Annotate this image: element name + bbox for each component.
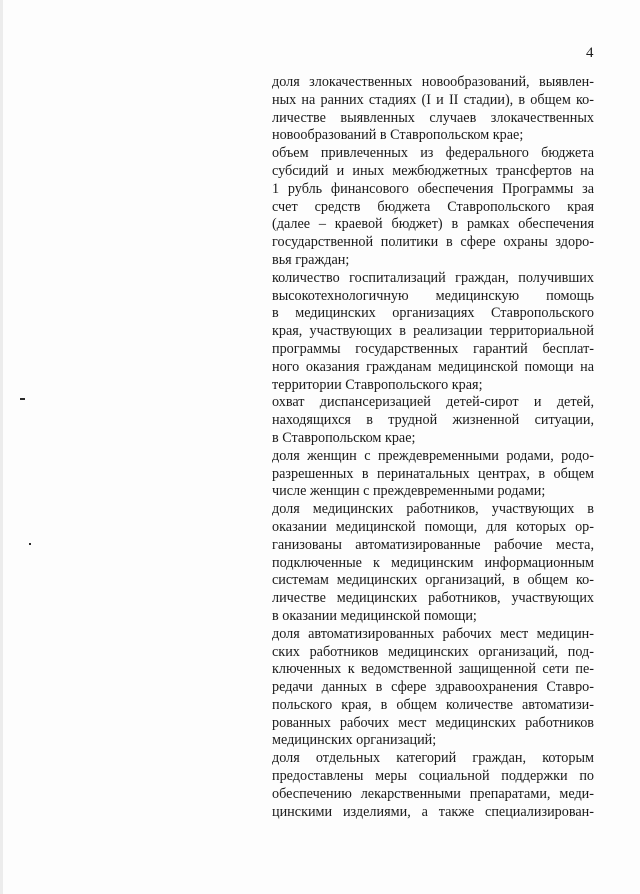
scan-mark xyxy=(29,543,31,545)
text-line: количество госпитализаций граждан, получивших xyxy=(272,269,594,286)
text-line: системам медицинских организаций, в общем ко- xyxy=(272,572,594,589)
text-line: новообразований в Ставропольском крае; xyxy=(272,127,524,144)
text-line: ганизованы автоматизированные рабочие места, xyxy=(272,536,594,553)
text-line: числе женщин с преждевременными родами; xyxy=(272,483,546,500)
text-line: в медицинских организациях Ставропольского xyxy=(272,305,594,322)
text-line: оказании медицинской помощи, для которых ор- xyxy=(272,518,594,535)
text-line: субсидий и иных межбюджетных трансфертов на xyxy=(272,162,594,179)
text-line: личестве медицинских работников, участвующих xyxy=(272,590,594,607)
text-line: доля отдельных категорий граждан, которым xyxy=(272,750,594,767)
text-line: доля злокачественных новообразований, выявлен- xyxy=(272,74,594,90)
text-line: редачи данных в сфере здравоохранения Ставро- xyxy=(272,679,594,696)
text-line: обеспечению лекарственными препаратами, меди- xyxy=(272,785,594,802)
text-line: доля медицинских работников, участвующих в xyxy=(272,501,594,518)
text-line: государственной политики в сфере охраны здоро- xyxy=(272,234,594,251)
text-line: вья граждан; xyxy=(272,251,350,268)
text-line: находящихся в трудной жизненной ситуации, xyxy=(272,412,594,429)
text-line: в Ставропольском крае; xyxy=(272,429,416,446)
text-line: края, участвующих в реализации территориальной xyxy=(272,323,594,340)
text-line: территории Ставропольского края; xyxy=(272,376,483,393)
text-line: доля женщин с преждевременными родами, родо- xyxy=(272,447,594,464)
text-line: ного оказания гражданам медицинской помощи на xyxy=(272,358,594,375)
text-line: высокотехнологичную медицинскую помощь xyxy=(272,287,594,304)
scan-edge xyxy=(0,0,3,894)
text-line: рованных рабочих мест медицинских работников xyxy=(272,714,594,731)
text-line: в оказании медицинской помощи; xyxy=(272,607,477,624)
text-line: ных на ранних стадиях (I и II стадии), в общем ко- xyxy=(272,91,594,108)
text-line: предоставлены меры социальной поддержки по xyxy=(272,768,594,785)
text-line: личестве выявленных случаев злокачественных xyxy=(272,109,594,126)
body-text xyxy=(272,74,594,821)
text-line: подключенные к медицинским информационным xyxy=(272,554,594,571)
text-line: 1 рубль финансового обеспечения Программы за xyxy=(272,180,594,197)
text-line: цинскими изделиями, а также специализирован- xyxy=(272,803,594,820)
text-line: программы государственных гарантий бесплат- xyxy=(272,340,594,357)
text-line: счет средств бюджета Ставропольского края xyxy=(272,198,594,215)
text-line: медицинских организаций; xyxy=(272,732,437,749)
text-line: ключенных к ведомственной защищенной сети пе- xyxy=(272,661,594,678)
text-line: (далее – краевой бюджет) в рамках обеспечения xyxy=(272,216,594,233)
text-line: разрешенных в перинатальных центрах, в общем xyxy=(272,465,594,482)
scan-mark xyxy=(20,398,25,400)
text-line: ских работников медицинских организаций, под- xyxy=(272,643,594,660)
page-number: 4 xyxy=(586,45,594,61)
text-line: охват диспансеризацией детей-сирот и детей, xyxy=(272,394,594,411)
text-line: польского края, в общем количестве автоматизи- xyxy=(272,696,594,713)
text-line: объем привлеченных из федерального бюджета xyxy=(272,145,594,162)
text-line: доля автоматизированных рабочих мест медицин- xyxy=(272,625,594,642)
